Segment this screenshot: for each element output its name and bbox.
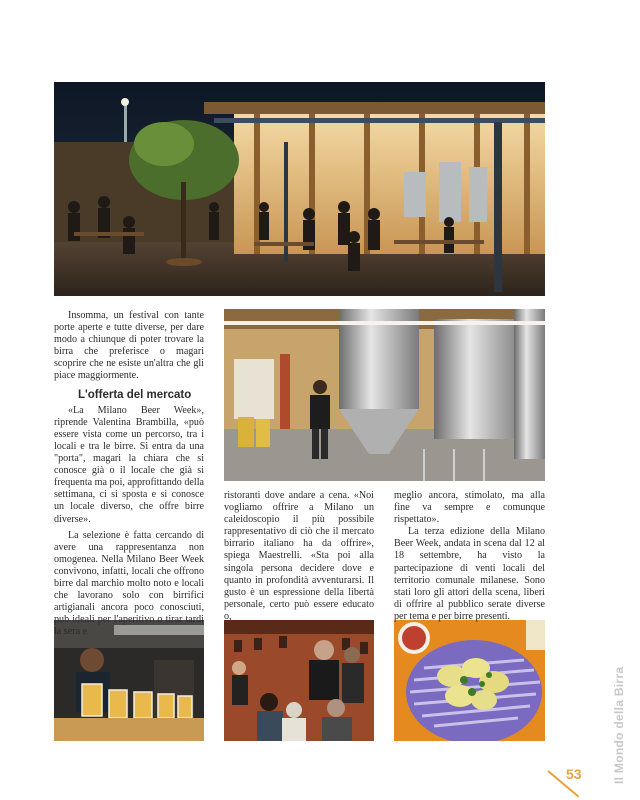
magazine-side-title: Il Mondo della Birra	[612, 666, 626, 784]
text-column-3	[394, 490, 545, 623]
paragraph-third-edition: La terza edizione della Milano Beer Week, andata in scena dal 12 al 18 settembre, ha visto la partecipazione di venti locali del territorio comunale milanese. Sono stati loro gli attori della scena, liberi di offrire al pubblico serate diverse per tema e per birre presenti.	[394, 526, 545, 622]
paragraph-intro: Insomma, un festival con tante porte aperte e tutte diverse, per dare modo a chiunque di poter trovare la birra che preferisce o magari scoprire che ne esiste un'altra che gli piace maggiormente.	[54, 310, 204, 382]
paragraph-quote-brambilla: «La Milano Beer Week», riprende Valentina Brambilla, «può essere vista come un percorso, tra i locali e tra le birre. Si entra da una "porta", magari la chiara che si conosce già o il locale che già si frequenta ma poi, approfittando della settimana, ci si sposta e si conosce un locale diverso, che offre birre diverse».	[54, 404, 204, 525]
page-number: 53	[566, 766, 582, 782]
photo-food-plate	[394, 620, 545, 741]
section-heading: L'offerta del mercato	[78, 388, 192, 401]
paragraph-selection: La selezione è fatta cercando di avere una rappresentanza non omogenea. Nella Milano Beer Week convivono, infatti, locali che offrono birre dal marchio molto noto e locali che lavorano solo con birrifici artigianali ancora poco conosciuti, pub ideali per l'aperitivo o tirar tardi la sera e	[54, 529, 204, 638]
photo-pub-event	[224, 620, 374, 741]
paragraph-continuation: meglio ancora, stimolato, ma alla fine va sempre e comunque rispettato».	[394, 490, 545, 526]
photo-brewery-interior	[224, 309, 545, 481]
text-column-2	[224, 490, 374, 623]
photo-beer-garden	[54, 82, 545, 296]
text-column-1	[54, 310, 204, 638]
paragraph-quote-maestrelli: ristoranti dove andare a cena. «Noi vogliamo offrire a Milano un caleidoscopio il più possibile rappresentativo di ciò che il mercato birrario italiano ha da offrire», spiega Maestrelli. «Sta poi alla singola persona decidere dove e quanto in profondità avventurarsi. Il gusto è un espressione della libertà personale, certo può essere educato o,	[224, 490, 374, 622]
